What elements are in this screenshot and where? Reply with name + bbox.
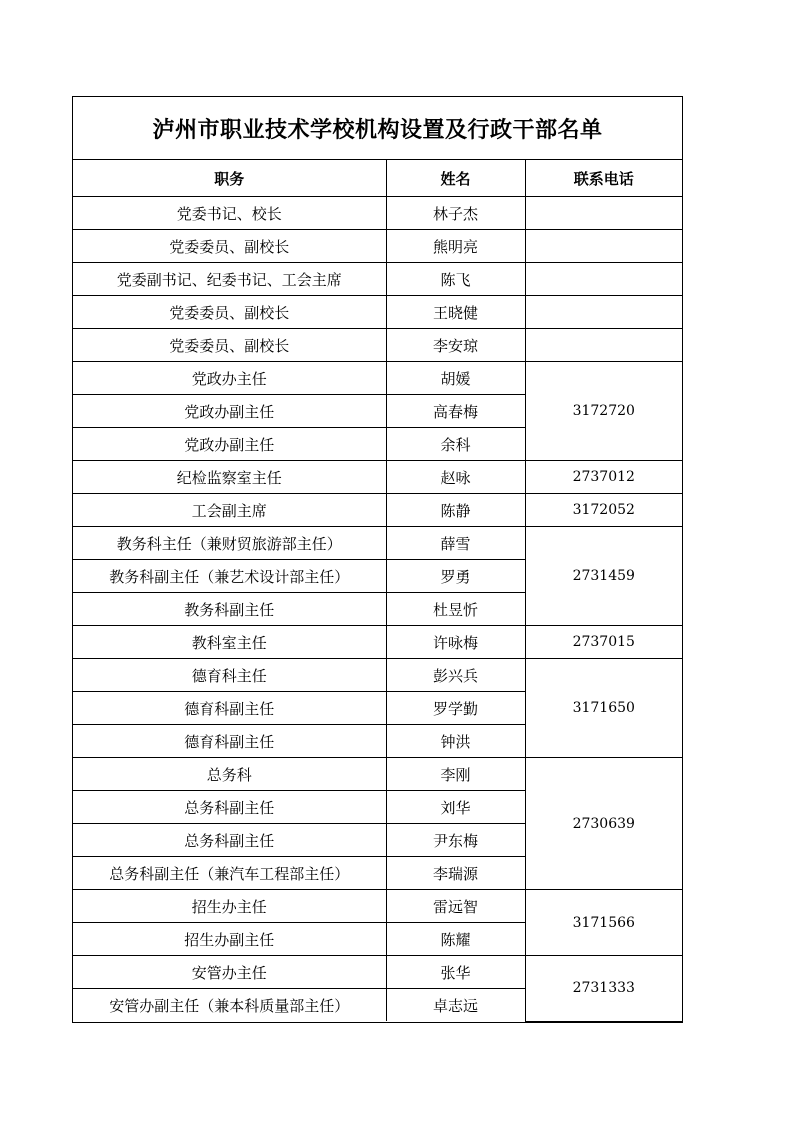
name-cell: 彭兴兵 — [386, 659, 525, 692]
table-row — [73, 527, 682, 560]
position-cell: 教务科副主任（兼艺术设计部主任） — [73, 560, 386, 593]
position-cell: 党委副书记、纪委书记、工会主席 — [73, 263, 386, 296]
position-cell: 党政办主任 — [73, 362, 386, 395]
page-title: 泸州市职业技术学校机构设置及行政干部名单 — [73, 97, 682, 160]
name-cell: 王晓健 — [386, 296, 525, 329]
position-cell: 招生办副主任 — [73, 923, 386, 956]
phone-cell — [525, 263, 682, 296]
position-cell: 总务科副主任 — [73, 791, 386, 824]
table-row — [73, 956, 682, 989]
column-header-phone: 联系电话 — [525, 160, 682, 197]
position-cell: 德育科副主任 — [73, 725, 386, 758]
staff-table — [73, 160, 682, 1022]
position-cell: 党政办副主任 — [73, 395, 386, 428]
name-cell: 林子杰 — [386, 197, 525, 230]
name-cell: 雷远智 — [386, 890, 525, 923]
name-cell: 李刚 — [386, 758, 525, 791]
phone-cell: 2730639 — [525, 758, 682, 890]
position-cell: 总务科 — [73, 758, 386, 791]
table-row — [73, 263, 682, 296]
name-cell: 赵咏 — [386, 461, 525, 494]
phone-cell: 2737015 — [525, 626, 682, 659]
name-cell: 尹东梅 — [386, 824, 525, 857]
position-cell: 总务科副主任（兼汽车工程部主任） — [73, 857, 386, 890]
table-row — [73, 626, 682, 659]
name-cell: 李安琼 — [386, 329, 525, 362]
phone-cell: 2731333 — [525, 956, 682, 1022]
table-row — [73, 197, 682, 230]
table-body — [73, 197, 682, 1022]
position-cell: 教务科主任（兼财贸旅游部主任） — [73, 527, 386, 560]
table-row — [73, 296, 682, 329]
name-cell: 薛雪 — [386, 527, 525, 560]
table-row — [73, 362, 682, 395]
position-cell: 党委委员、副校长 — [73, 329, 386, 362]
position-cell: 招生办主任 — [73, 890, 386, 923]
position-cell: 总务科副主任 — [73, 824, 386, 857]
table-row — [73, 659, 682, 692]
position-cell: 党政办副主任 — [73, 428, 386, 461]
phone-cell — [525, 197, 682, 230]
name-cell: 李瑞源 — [386, 857, 525, 890]
name-cell: 熊明亮 — [386, 230, 525, 263]
name-cell: 卓志远 — [386, 989, 525, 1022]
position-cell: 教务科副主任 — [73, 593, 386, 626]
phone-cell: 3172052 — [525, 494, 682, 527]
column-header-position: 职务 — [73, 160, 386, 197]
name-cell: 罗勇 — [386, 560, 525, 593]
name-cell: 余科 — [386, 428, 525, 461]
phone-cell — [525, 230, 682, 263]
position-cell: 党委书记、校长 — [73, 197, 386, 230]
phone-cell: 2731459 — [525, 527, 682, 626]
position-cell: 安管办副主任（兼本科质量部主任） — [73, 989, 386, 1022]
table-header-row — [73, 160, 682, 197]
name-cell: 陈静 — [386, 494, 525, 527]
column-header-name: 姓名 — [386, 160, 525, 197]
position-cell: 安管办主任 — [73, 956, 386, 989]
name-cell: 钟洪 — [386, 725, 525, 758]
name-cell: 张华 — [386, 956, 525, 989]
table-row — [73, 329, 682, 362]
position-cell: 纪检监察室主任 — [73, 461, 386, 494]
position-cell: 工会副主席 — [73, 494, 386, 527]
position-cell: 党委委员、副校长 — [73, 230, 386, 263]
table-row — [73, 890, 682, 923]
name-cell: 陈耀 — [386, 923, 525, 956]
name-cell: 胡媛 — [386, 362, 525, 395]
position-cell: 德育科主任 — [73, 659, 386, 692]
name-cell: 罗学勤 — [386, 692, 525, 725]
name-cell: 刘华 — [386, 791, 525, 824]
staff-directory-sheet — [72, 96, 683, 1023]
name-cell: 高春梅 — [386, 395, 525, 428]
name-cell: 许咏梅 — [386, 626, 525, 659]
table-row — [73, 758, 682, 791]
position-cell: 教科室主任 — [73, 626, 386, 659]
position-cell: 党委委员、副校长 — [73, 296, 386, 329]
phone-cell: 3171566 — [525, 890, 682, 956]
name-cell: 杜昱忻 — [386, 593, 525, 626]
phone-cell — [525, 329, 682, 362]
phone-cell: 3171650 — [525, 659, 682, 758]
table-row — [73, 494, 682, 527]
name-cell: 陈飞 — [386, 263, 525, 296]
position-cell: 德育科副主任 — [73, 692, 386, 725]
table-row — [73, 230, 682, 263]
table-row — [73, 461, 682, 494]
phone-cell: 3172720 — [525, 362, 682, 461]
phone-cell — [525, 296, 682, 329]
phone-cell: 2737012 — [525, 461, 682, 494]
